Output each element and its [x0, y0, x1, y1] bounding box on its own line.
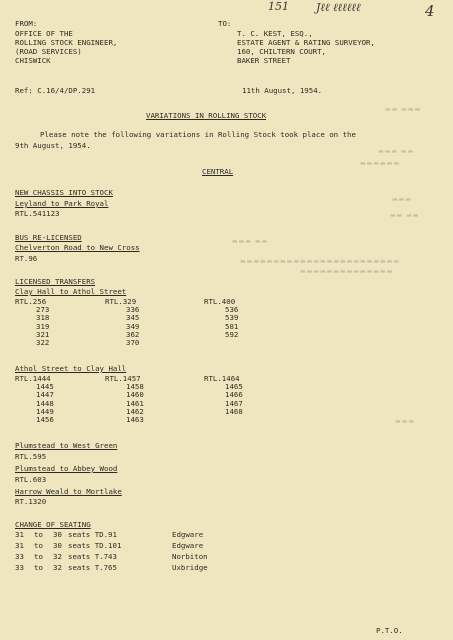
change-of-seating-heading: CHANGE OF SEATING: [15, 520, 91, 529]
seating-vehicle: seats TD.101: [68, 541, 122, 550]
reference: Ref: C.16/4/DP.291: [15, 86, 96, 95]
vehicle-number: 1461: [126, 398, 144, 408]
vehicle-number: 1462: [126, 406, 144, 416]
bus-relicensed-heading: BUS RE-LICENSED: [15, 233, 82, 242]
vehicle-number: RTL.400: [204, 297, 236, 306]
from-line-1: OFFICE OF THE: [15, 29, 73, 38]
to-line-3: 160, CHILTERN COURT,: [237, 47, 326, 56]
vehicle-number: 1460: [126, 390, 144, 400]
vehicle-number: 349: [126, 321, 140, 331]
seating-to: 30: [53, 541, 62, 550]
vehicle-number: 362: [126, 329, 140, 339]
vehicle-number: RTL.1464: [204, 374, 240, 383]
from-line-2: ROLLING STOCK ENGINEER,: [15, 38, 118, 47]
letter-date: 11th August, 1954.: [242, 86, 323, 95]
vehicle-number: 319: [36, 321, 50, 331]
seating-to: 30: [53, 530, 62, 539]
transfer-2-col-1: [15, 375, 54, 424]
vehicle-number: 581: [225, 321, 239, 331]
intro-line-1: Please note the following variations in Rolling Stock took place on the: [40, 130, 356, 139]
vehicle-number: 592: [225, 329, 239, 339]
seating-garage: Edgware: [172, 530, 204, 539]
vehicle-number: 1447: [36, 390, 54, 400]
vehicle-number: 370: [126, 337, 140, 347]
seating-to: 32: [53, 552, 62, 561]
transfer-route-1: Clay Hall to Athol Street: [15, 287, 127, 296]
from-label: FROM:: [15, 19, 38, 28]
transfer-vehicle-3: RTL.595: [15, 452, 47, 461]
transfer-2-col-2: [105, 375, 144, 424]
to-label: TO:: [218, 19, 232, 28]
seating-from: 31: [15, 530, 24, 539]
to-line-1: T. C. KEST, ESQ.,: [237, 29, 313, 38]
bus-relicensed-vehicle: RT.96: [15, 254, 38, 263]
new-chassis-vehicle: RTL.541123: [15, 209, 60, 218]
vehicle-number: 1468: [225, 406, 243, 416]
transfer-2-col-3: [204, 375, 243, 416]
transfer-vehicle-5: RT.1320: [15, 497, 47, 506]
seating-garage: Norbiton: [172, 552, 208, 561]
transfer-route-5: Harrow Weald to Mortlake: [15, 487, 122, 496]
licensed-transfers-heading: LICENSED TRANSFERS: [15, 277, 96, 286]
vehicle-number: 1466: [225, 390, 243, 400]
vehicle-number: RTL.1457: [105, 374, 141, 383]
transfer-1-col-1: [15, 298, 49, 347]
vehicle-number: 536: [225, 305, 239, 315]
seating-to-word: to: [34, 552, 43, 561]
transfer-route-4: Plumstead to Abbey Wood: [15, 464, 118, 473]
transfer-route-3: Plumstead to West Green: [15, 441, 118, 450]
section-heading: CENTRAL: [202, 167, 234, 176]
vehicle-number: 1449: [36, 406, 54, 416]
to-line-2: ESTATE AGENT & RATING SURVEYOR,: [237, 38, 375, 47]
seating-vehicle: seats T.765: [68, 563, 117, 572]
vehicle-number: 273: [36, 305, 50, 315]
page-turn-note: P.T.O.: [376, 626, 403, 635]
from-line-3: (ROAD SERVICES): [15, 47, 82, 56]
handwritten-number: 151: [268, 0, 289, 13]
transfer-vehicle-4: RTL.603: [15, 475, 47, 484]
new-chassis-route: Leyland to Park Royal: [15, 199, 109, 208]
seating-garage: Uxbridge: [172, 563, 208, 572]
seating-to-word: to: [34, 530, 43, 539]
vehicle-number: RTL.329: [105, 297, 137, 306]
from-line-4: CHISWICK: [15, 56, 51, 65]
handwritten-signature: Jℓℓ ℓℓℓℓℓℓ: [316, 1, 361, 14]
seating-to: 32: [53, 563, 62, 572]
vehicle-number: RTL.256: [15, 297, 47, 306]
to-line-4: BAKER STREET: [237, 56, 291, 65]
vehicle-number: 1456: [36, 414, 54, 424]
seating-from: 33: [15, 563, 24, 572]
seating-from: 33: [15, 552, 24, 561]
seating-vehicle: seats TD.91: [68, 530, 117, 539]
seating-to-word: to: [34, 563, 43, 572]
vehicle-number: 321: [36, 329, 50, 339]
seating-to-word: to: [34, 541, 43, 550]
new-chassis-heading: NEW CHASSIS INTO STOCK: [15, 188, 113, 197]
transfer-route-2: Athol Street to Clay Hall: [15, 364, 127, 373]
vehicle-number: 1467: [225, 398, 243, 408]
vehicle-number: 345: [126, 313, 140, 323]
vehicle-number: 318: [36, 313, 50, 323]
document-title: VARIATIONS IN ROLLING STOCK: [146, 111, 267, 120]
bus-relicensed-route: Chelverton Road to New Cross: [15, 243, 140, 252]
intro-line-2: 9th August, 1954.: [15, 141, 91, 150]
vehicle-number: 539: [225, 313, 239, 323]
vehicle-number: 1445: [36, 382, 54, 392]
vehicle-number: 322: [36, 337, 50, 347]
vehicle-number: 1458: [126, 382, 144, 392]
transfer-1-col-2: [105, 298, 139, 347]
vehicle-number: 1463: [126, 414, 144, 424]
vehicle-number: 336: [126, 305, 140, 315]
seating-vehicle: seats T.743: [68, 552, 117, 561]
seating-from: 31: [15, 541, 24, 550]
vehicle-number: 1448: [36, 398, 54, 408]
handwritten-mark: 4: [425, 2, 435, 20]
seating-garage: Edgware: [172, 541, 204, 550]
letter-page: ▬▬ ▬▬▬ ▬▬▬ ▬▬ ▬▬▬▬▬▬ ▬▬▬ ▬▬ ▬▬ ▬▬▬ ▬▬ ▬▬▬▬▬▬▬▬▬▬▬▬▬▬▬▬▬▬▬▬▬▬▬▬ ▬▬▬▬▬▬▬▬▬▬▬▬▬▬ ▬▬▬ 151 Jℓℓ ℓℓℓℓℓℓ 4 FROM: OFFICE OF THE ROLLING STOCK ENGINEER, (ROAD SERVICES) CHISWICK TO: T. C. KEST, ESQ., ESTATE AGENT & RATING SURVEYOR, 160, CHILTERN COURT, BAKER STREET Ref: C.16/4/DP.291 11th August, 1954. VARIATIONS IN ROLLING STOCK Please note the following variations in Rolling Stock took place on the 9th August, 1954. CENTRAL NEW CHASSIS INTO STOCK Leyland to Park Royal RTL.541123 BUS RE-LICENSED Chelverton Road to New Cross RT.96 LICENSED TRANSFERS Clay Hall to Athol Street RTL.256 273 318 319 321 322 RTL.329 336 345 349 362 370 RTL.400 536 539 581 592 Athol Street to Clay Hall RTL.1444 1445 1447 1448 1449 1456 RTL.1457 1458 1460 1461 1462 1463 RTL.1464 1465 1466 1467 1468 Plumstead to West Green RTL.595 Plumstead to Abbey Wood RTL.603 Harrow Weald to Mortlake RT.1320 CHANGE OF SEATING 31 to 30 seats TD.91 Edgware 31 to 30 seats TD.101 Edgware 33 to 32 seats T.743 Norbiton 33 to 32 seats T.765 Uxbridge P.T.O.: [0, 0, 453, 640]
transfer-1-col-3: [204, 298, 238, 339]
vehicle-number: RTL.1444: [15, 374, 51, 383]
vehicle-number: 1465: [225, 382, 243, 392]
